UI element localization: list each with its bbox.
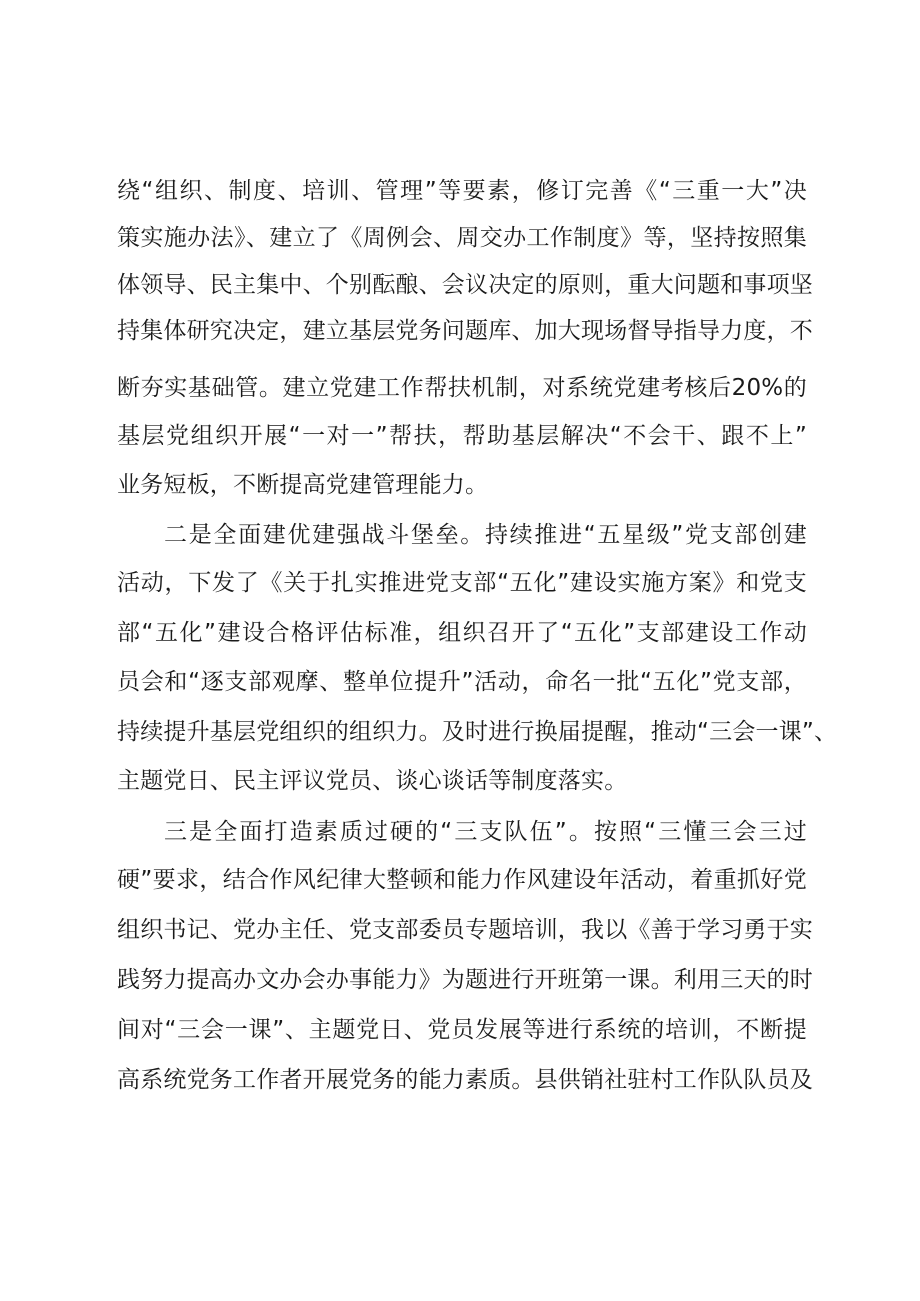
paragraph-2-line-5: 持续提升基层党组织的组织力。及时进行换届提醒，推动“三会一课”、 bbox=[117, 719, 838, 745]
paragraph-1-line-5: 断夯实基础管。建立党建工作帮扶机制，对系统党建考核后20%的 bbox=[117, 375, 807, 401]
paragraph-1-line-2: 策实施办法》、建立了《周例会、周交办工作制度》等，坚持按照集 bbox=[117, 225, 807, 251]
paragraph-1-line-4: 持集体研究决定，建立基层党务问题库、加大现场督导指导力度，不 bbox=[117, 318, 813, 344]
paragraph-3-line-4: 践努力提高办文办会办事能力》为题进行开班第一课。利用三天的时 bbox=[117, 967, 813, 993]
paragraph-3-line-3: 组织书记、党办主任、党支部委员专题培训，我以《善于学习勇于实 bbox=[117, 917, 813, 943]
paragraph-1-line-3: 体领导、民主集中、个别酝酿、会议决定的原则，重大问题和事项坚 bbox=[117, 272, 813, 298]
paragraph-3-line-2: 硬”要求，结合作风纪律大整顿和能力作风建设年活动，着重抓好党 bbox=[117, 867, 807, 893]
paragraph-3-line-5: 间对“三会一课”、主题党日、党员发展等进行系统的培训，不断提 bbox=[117, 1017, 807, 1043]
paragraph-1-line-7: 业务短板，不断提高党建管理能力。 bbox=[117, 472, 489, 498]
paragraph-1-line-1: 绕“组织、制度、培训、管理”等要素，修订完善《“三重一大”决 bbox=[117, 178, 807, 204]
paragraph-3-line-1: 三是全面打造素质过硬的“三支队伍”。按照“三懂三会三过 bbox=[164, 819, 807, 845]
paragraph-2-line-6: 主题党日、民主评议党员、谈心谈话等制度落实。 bbox=[117, 768, 628, 794]
paragraph-2-line-3: 部“五化”建设合格评估标准，组织召开了“五化”支部建设工作动 bbox=[117, 620, 807, 646]
paragraph-3-line-6: 高系统党务工作者开展党务的能力素质。县供销社驻村工作队队员及 bbox=[117, 1067, 813, 1093]
paragraph-2-line-2: 活动，下发了《关于扎实推进党支部“五化”建设实施方案》和党支 bbox=[117, 570, 807, 596]
paragraph-2-line-4: 员会和“逐支部观摩、整单位提升”活动，命名一批“五化”党支部， bbox=[117, 669, 807, 695]
paragraph-1-line-6: 基层党组织开展“一对一”帮扶，帮助基层解决“不会干、跟不上” bbox=[117, 423, 807, 449]
paragraph-2-line-1: 二是全面建优建强战斗堡垒。持续推进“五星级”党支部创建 bbox=[164, 522, 807, 548]
